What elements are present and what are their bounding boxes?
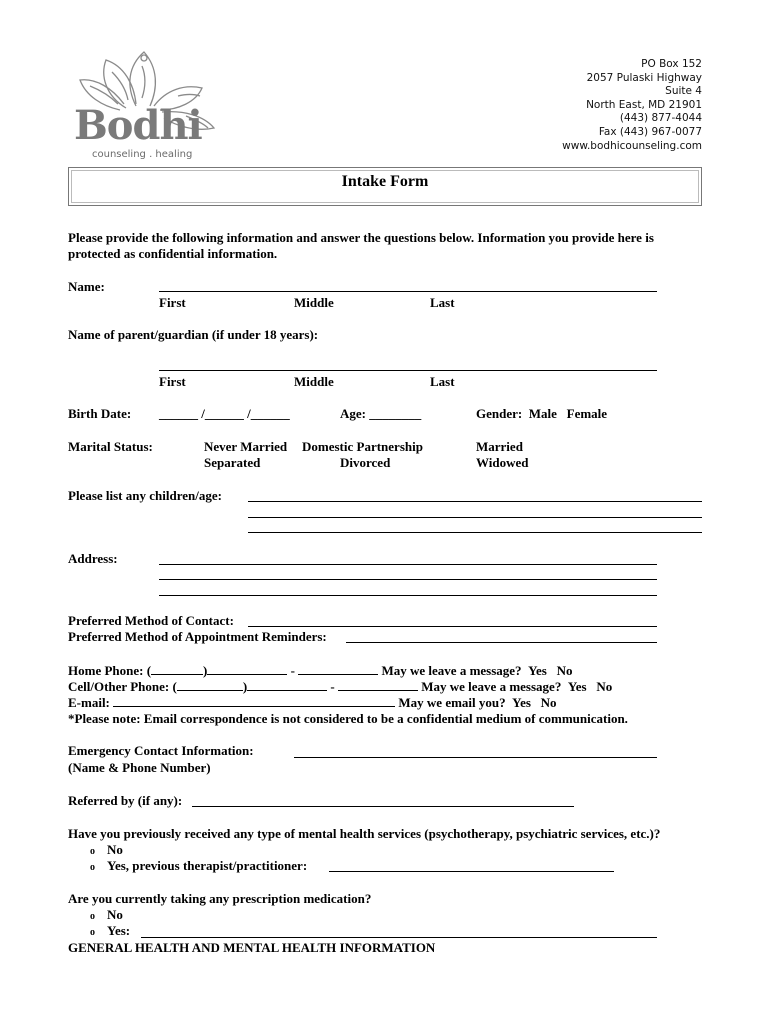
previous-therapist-field[interactable]	[329, 871, 614, 872]
guardian-middle-caption: Middle	[294, 374, 334, 389]
meds-no-label: No	[107, 907, 123, 922]
name-last-caption: Last	[430, 295, 455, 310]
home-message-question: May we leave a message?	[381, 663, 522, 678]
email-question: May we email you?	[398, 695, 506, 710]
medication-question: Are you currently taking any prescription medication?	[68, 891, 372, 906]
birth-date-label: Birth Date:	[68, 406, 132, 421]
marital-option-divorced[interactable]: Divorced	[340, 455, 391, 470]
gender-row	[476, 406, 607, 422]
bullet-icon: o	[90, 846, 95, 857]
gender-female-option[interactable]: Female	[566, 406, 608, 421]
dash: -	[330, 679, 335, 694]
home-phone-row	[68, 662, 572, 679]
logo-wordmark: Bodhi	[74, 102, 202, 149]
paren-close: )	[203, 663, 208, 678]
bullet-icon: o	[90, 927, 95, 938]
form-title: Intake Form	[341, 173, 429, 190]
address-label: Address:	[68, 551, 118, 566]
home-phone-label: Home Phone: (	[68, 663, 152, 678]
name-label: Name:	[68, 279, 105, 294]
section-heading: GENERAL HEALTH AND MENTAL HEALTH INFORMATION	[68, 940, 436, 955]
marital-option-widowed[interactable]: Widowed	[476, 455, 529, 470]
address-line: Suite 4	[665, 85, 702, 98]
address-block	[562, 58, 702, 153]
children-field-1[interactable]	[248, 501, 702, 502]
mental-health-question: Have you previously received any type of mental health services (psychotherapy, psychiatric services, etc.)?	[68, 826, 661, 841]
home-phone-area-field[interactable]	[151, 662, 203, 675]
cell-phone-label: Cell/Other Phone: (	[68, 679, 177, 694]
emergency-sub-label: (Name & Phone Number)	[68, 760, 211, 775]
marital-option-married[interactable]: Married	[476, 439, 523, 454]
emergency-field[interactable]	[294, 757, 657, 758]
marital-option-never-married[interactable]: Never Married	[204, 439, 288, 454]
guardian-label: Name of parent/guardian (if under 18 years):	[68, 327, 319, 342]
gender-male-option[interactable]: Male	[528, 406, 557, 421]
contact-method-field[interactable]	[248, 626, 657, 627]
bullet-icon: o	[90, 911, 95, 922]
reminders-field[interactable]	[346, 642, 657, 643]
cell-phone-prefix-field[interactable]	[247, 678, 327, 691]
cell-phone-line-field[interactable]	[338, 678, 418, 691]
children-field-3[interactable]	[248, 532, 702, 533]
mental-no-label: No	[107, 842, 123, 857]
medication-field[interactable]	[141, 937, 657, 938]
intro-line-1: Please provide the following information and answer the questions below. Information you provide here is	[68, 230, 654, 245]
marital-option-domestic-partnership[interactable]: Domestic Partnership	[302, 439, 423, 454]
dash: -	[290, 663, 295, 678]
address-line: North East, MD 21901	[586, 98, 702, 111]
age-field[interactable]: ________	[369, 406, 422, 421]
name-field[interactable]	[159, 291, 657, 292]
gender-label: Gender:	[476, 406, 523, 421]
meds-yes-option[interactable]	[90, 923, 130, 941]
bullet-icon: o	[90, 862, 95, 873]
guardian-first-caption: First	[159, 374, 186, 389]
name-middle-caption: Middle	[294, 295, 334, 310]
reminders-label: Preferred Method of Appointment Reminders:	[68, 629, 327, 644]
age-label-text: Age:	[340, 406, 366, 421]
cell-message-question: May we leave a message?	[421, 679, 562, 694]
home-message-yes[interactable]: Yes	[528, 663, 547, 678]
cell-message-no[interactable]: No	[596, 679, 613, 694]
birth-date-field[interactable]: ______ /______ /______	[159, 406, 290, 421]
age-label	[340, 406, 421, 422]
website-link[interactable]: www.bodhicounseling.com	[562, 139, 702, 152]
intro-line-2: protected as confidential information.	[68, 246, 278, 261]
email-yes[interactable]: Yes	[512, 695, 531, 710]
address-line: PO Box 152	[641, 58, 702, 70]
referred-label: Referred by (if any):	[68, 793, 183, 808]
guardian-last-caption: Last	[430, 374, 455, 389]
address-field-2[interactable]	[159, 579, 657, 580]
cell-phone-row	[68, 678, 612, 695]
marital-option-separated[interactable]: Separated	[204, 455, 261, 470]
home-message-no[interactable]: No	[556, 663, 573, 678]
phone-line: (443) 877-4044	[619, 112, 702, 125]
contact-method-label: Preferred Method of Contact:	[68, 613, 234, 628]
marital-status-label: Marital Status:	[68, 439, 153, 454]
emergency-label: Emergency Contact Information:	[68, 743, 254, 758]
address-line: 2057 Pulaski Highway	[586, 71, 702, 84]
referred-field[interactable]	[192, 806, 574, 807]
email-row	[68, 694, 557, 711]
fax-line: Fax (443) 967-0077	[598, 125, 702, 138]
email-note: *Please note: Email correspondence is not considered to be a confidential medium of communication.	[68, 711, 628, 726]
cell-message-yes[interactable]: Yes	[567, 679, 587, 694]
children-label: Please list any children/age:	[68, 488, 222, 503]
bodhi-logo	[66, 46, 226, 166]
logo-tagline: counseling . healing	[92, 149, 193, 160]
cell-phone-area-field[interactable]	[177, 678, 243, 691]
address-field-3[interactable]	[159, 595, 657, 596]
address-field-1[interactable]	[159, 564, 657, 565]
home-phone-line-field[interactable]	[298, 662, 378, 675]
guardian-field[interactable]	[159, 370, 657, 371]
children-field-2[interactable]	[248, 517, 702, 518]
meds-yes-label: Yes:	[107, 923, 131, 938]
mental-yes-option[interactable]	[90, 858, 307, 876]
email-no[interactable]: No	[540, 695, 557, 710]
mental-yes-label: Yes, previous therapist/practitioner:	[107, 858, 308, 873]
email-label: E-mail:	[68, 695, 110, 710]
home-phone-prefix-field[interactable]	[207, 662, 287, 675]
email-field[interactable]	[113, 694, 395, 707]
paren-close: )	[242, 679, 248, 694]
name-first-caption: First	[159, 295, 186, 310]
